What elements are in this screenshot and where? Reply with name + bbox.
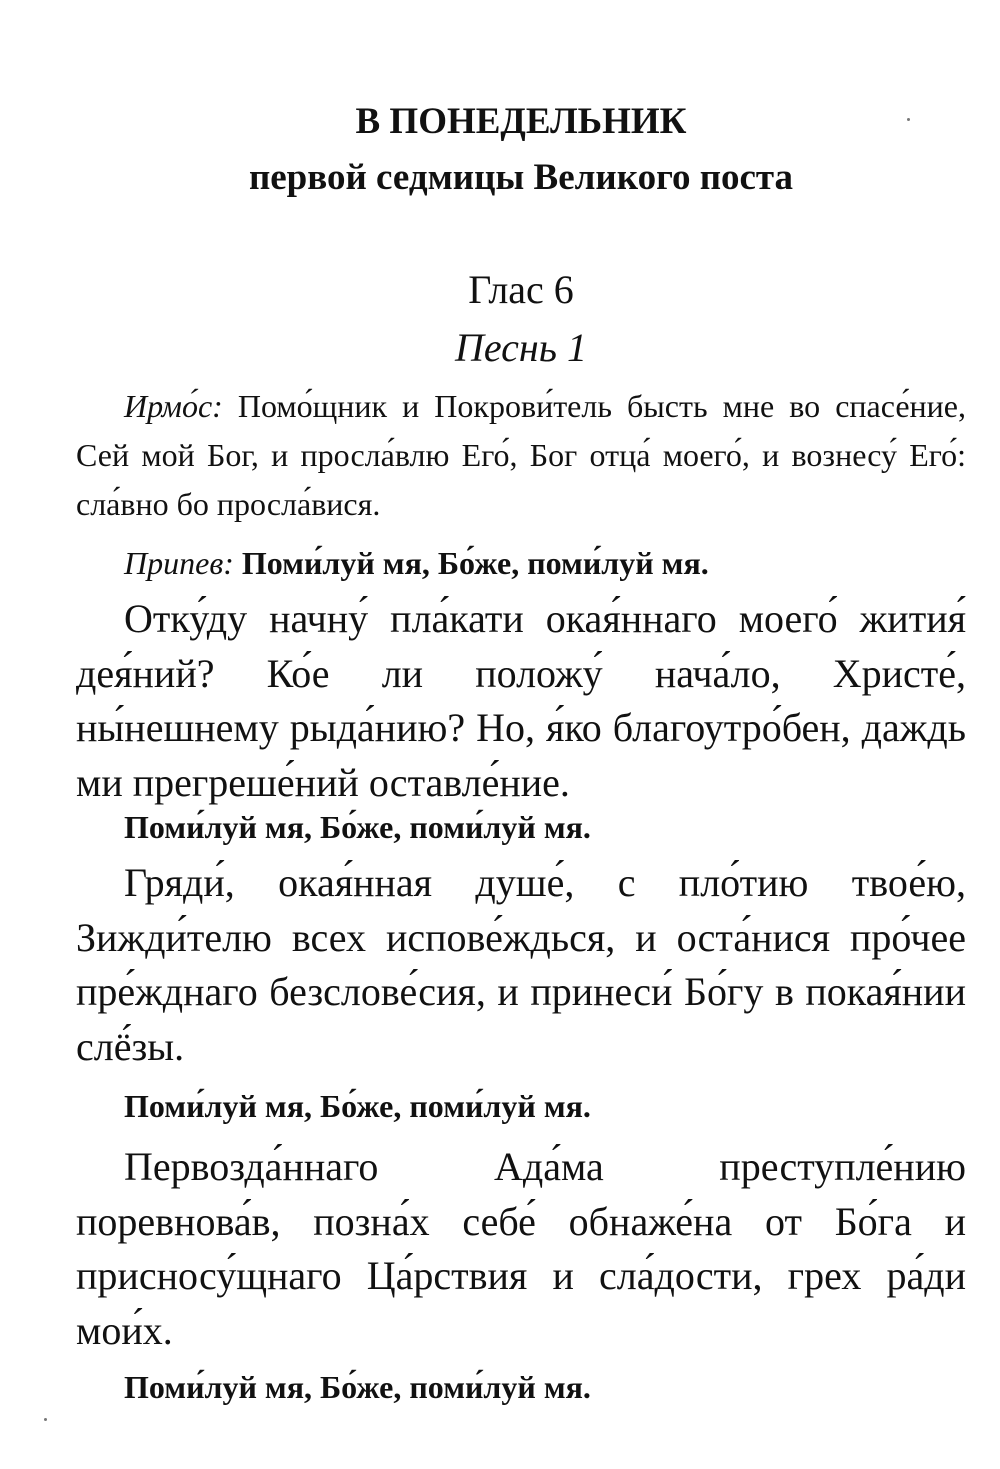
ode-label: Песнь 1	[455, 325, 587, 370]
heading-title: В ПОНЕДЕЛЬНИК	[355, 101, 687, 142]
scan-speck	[907, 118, 910, 121]
refrain-4: Поми́луй мя, Бо́же, поми́луй мя.	[124, 1369, 591, 1405]
refrain-intro	[76, 536, 966, 590]
tone-label: Глас 6	[468, 267, 574, 312]
heading-subtitle: первой седмицы Великого поста	[248, 157, 794, 198]
troparion-1: Отку́ду начну́ пла́кати окая́ннаго моего́ жития́ дея́ний? Ко́е ли положу́ нача́ло, Христе́, ны́нешнему рыда́нию? Но, я́ко благоутро́бен, даждь ми прегреше́ний оставле́ние.	[76, 596, 966, 805]
refrain-3: Поми́луй мя, Бо́же, поми́луй мя.	[124, 1088, 591, 1124]
irmos-label: Ирмо́с:	[124, 388, 223, 424]
irmos-paragraph	[76, 382, 966, 529]
troparion-3: Первозда́ннаго Ада́ма преступле́нию поревнова́в, позна́х себе́ обнаже́на от Бо́га и присносу́щнаго Ца́рствия и сла́дости, грех ра́ди мои́х.	[76, 1144, 966, 1353]
page	[76, 0, 966, 1469]
scan-speck	[44, 1418, 47, 1421]
refrain-intro-text: Поми́луй мя, Бо́же, поми́луй мя.	[241, 545, 709, 581]
refrain-2: Поми́луй мя, Бо́же, поми́луй мя.	[124, 809, 591, 845]
troparion-2: Гряди́, окая́нная душе́, с пло́тию твое́ю, Зижди́телю всех испове́ждься, и оста́нися про́чее пре́жднаго безслове́сия, и принеси́ Бо́гу в покая́нии слё́зы.	[76, 860, 966, 1069]
irmos-text: Помо́щник и Покрови́тель бысть мне во спасе́ние, Сей мой Бог, и просла́влю Его́, Бог отца́ моего́, и вознесу́ Его́: сла́вно бо просла́вися.	[76, 388, 966, 522]
refrain-intro-label: Припев:	[124, 545, 234, 581]
